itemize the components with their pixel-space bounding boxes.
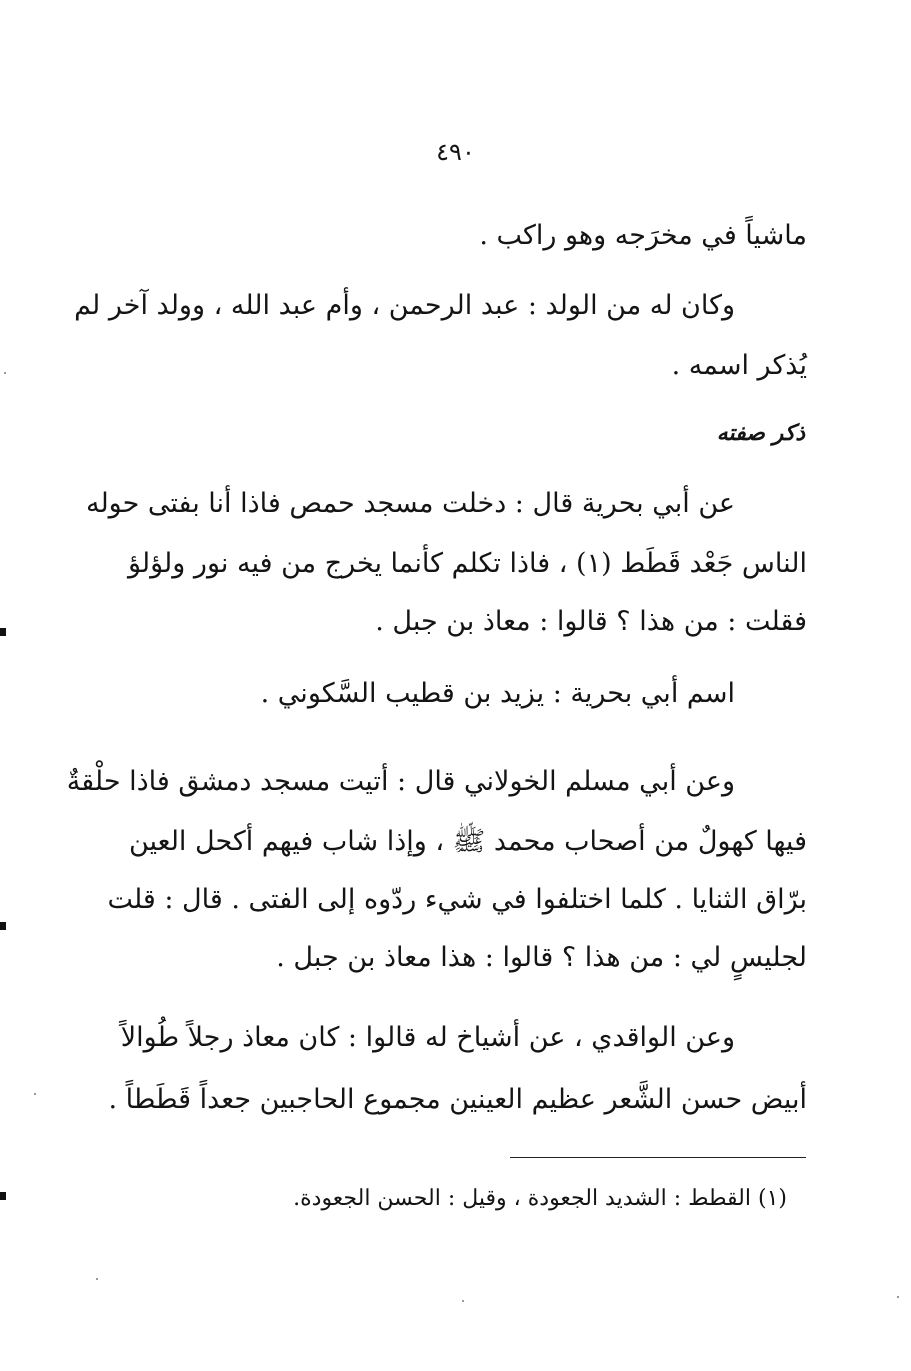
footnote-separator <box>510 1157 806 1158</box>
scan-speck <box>34 1093 36 1095</box>
paragraph-line: اسم أبي بحرية : يزيد بن قطيب السَّكوني . <box>260 678 735 709</box>
paragraph-line: يُذكر اسمه . <box>671 350 807 381</box>
paragraph-line: فيها كهولٌ من أصحاب محمد ﷺ ، وإذا شاب فيهم أكحل العين <box>128 826 807 857</box>
paragraph-line: لجليسٍ لي : من هذا ؟ قالوا : هذا معاذ بن جبل . <box>276 942 807 973</box>
scan-speck <box>462 1300 464 1302</box>
paragraph-line: الناس جَعْد قَطَط (١) ، فاذا تكلم كأنما يخرج من فيه نور ولؤلؤ <box>127 548 807 579</box>
paragraph-line: ماشياً في مخرَجه وهو راكب . <box>479 220 807 251</box>
paragraph-line: وعن أبي مسلم الخولاني قال : أتيت مسجد دمشق فاذا حلْقةٌ <box>66 766 735 797</box>
scan-margin-mark <box>0 628 6 636</box>
paragraph-line: عن أبي بحرية قال : دخلت مسجد حمص فاذا أنا بفتى حوله <box>85 488 735 519</box>
scan-speck <box>4 372 6 374</box>
scan-speck <box>897 1296 899 1298</box>
paragraph-line: برّاق الثنايا . كلما اختلفوا في شيء ردّوه إلى الفتى . قال : قلت <box>107 884 807 915</box>
page-number: ٤٩٠ <box>436 138 475 166</box>
section-heading: ذكر صفته <box>716 420 805 446</box>
scan-margin-mark <box>0 1192 6 1200</box>
scan-speck <box>96 1278 98 1280</box>
footnote: (١) القطط : الشديد الجعودة ، وقيل : الحسن الجعودة. <box>293 1186 787 1211</box>
paragraph-line: فقلت : من هذا ؟ قالوا : معاذ بن جبل . <box>375 606 807 637</box>
scan-margin-mark <box>0 922 6 930</box>
paragraph-line: أبيض حسن الشَّعر عظيم العينين مجموع الحاجبين جعداً قَطَطاً . <box>108 1084 807 1115</box>
paragraph-line: وعن الواقدي ، عن أشياخ له قالوا : كان معاذ رجلاً طُوالاً <box>120 1022 735 1053</box>
paragraph-line: وكان له من الولد : عبد الرحمن ، وأم عبد الله ، وولد آخر لم <box>74 290 735 321</box>
